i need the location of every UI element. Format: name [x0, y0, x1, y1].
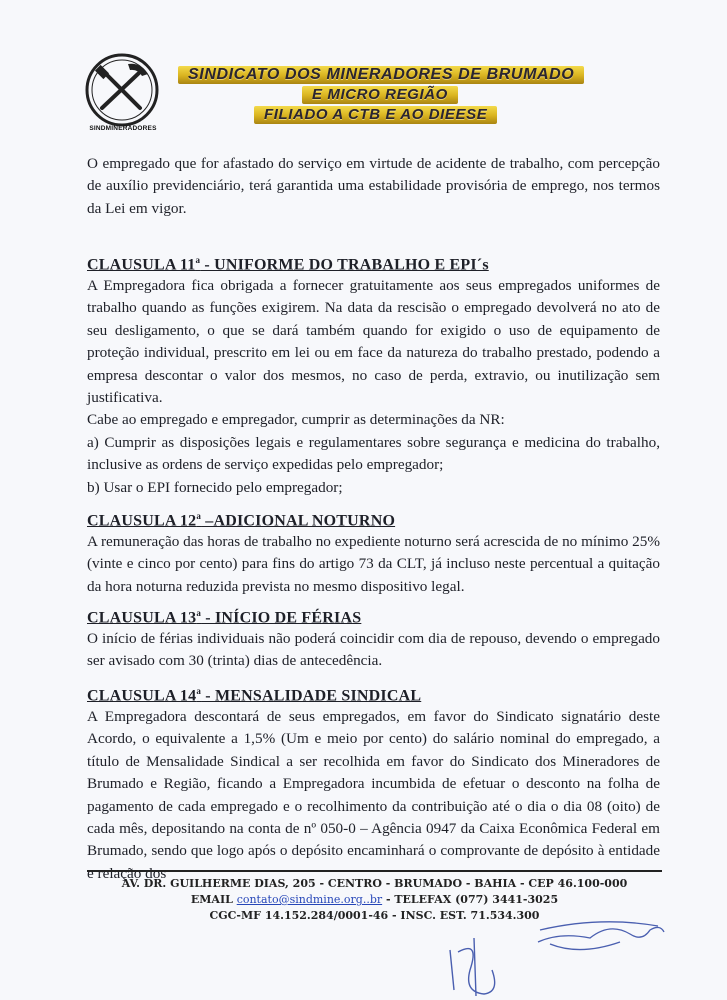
clause-13-paragraph: O início de férias individuais não poderá coincidir com dia de repouso, devendo o empregado ser avisado com 30 (trinta) dias de antecedência. — [87, 630, 660, 670]
email-link[interactable]: contato@sindmine.org..br — [236, 893, 383, 906]
intro-paragraph — [87, 153, 660, 220]
footer-registry: CGC-MF 14.152.284/0001-46 - INSC. EST. 71.534.300 — [209, 909, 540, 922]
clause-11-heading: CLAUSULA 11$^a$ - UNIFORME DO TRABALHO E EPI´s — [87, 255, 489, 274]
clause-12-heading: CLAUSULA 12$^a$ –ADICIONAL NOTURNO — [87, 511, 396, 530]
clause-11-item-a: a) Cumprir as disposições legais e regulamentares sobre segurança e medicina do trabalho, inclusive as ordens de serviço expedidas pelo empregador; — [87, 433, 660, 474]
banner-line-1: SINDICATO DOS MINERADORES DE BRUMADO — [178, 66, 584, 84]
clause-13-body — [87, 628, 660, 673]
handwritten-signature-1 — [440, 930, 510, 998]
footer-contact: EMAIL contato@sindmine.org..br - TELEFAX (077) 3441-3025 — [190, 893, 559, 906]
logo-caption: SINDMINERADORES — [89, 125, 157, 132]
footer-address: AV. DR. GUILHERME DIAS, 205 - CENTRO - BRUMADO - BAHIA - CEP 46.100-000 — [121, 877, 628, 890]
clause-11-body — [87, 275, 660, 499]
clause-12-body — [87, 531, 660, 598]
handwritten-signature-2 — [530, 912, 670, 962]
union-logo — [84, 52, 160, 128]
intro-text: O empregado que for afastado do serviço em virtude de acidente de trabalho, com percepção de auxílio previdenciário, terá garantida uma estabilidade provisória de emprego, nos termos da Lei em vigor. — [87, 155, 660, 217]
clause-14-heading: CLAUSULA 14$^a$ - MENSALIDADE SINDICAL — [87, 686, 422, 705]
clause-11-nr-intro: Cabe ao empregado e empregador, cumprir as determinações da NR: — [87, 411, 505, 429]
clause-11-item-b: b) Usar o EPI fornecido pelo empregador; — [87, 478, 343, 496]
clause-12-paragraph: A remuneração das horas de trabalho no expediente noturno será acrescida de no mínimo 25% (vinte e cinco por cento) para fins do artigo 73 da CLT, já incluso neste percentual a quitação da hora noturna reduzida prevista no mesmo dispositivo legal. — [87, 533, 660, 595]
clause-11-paragraph: A Empregadora fica obrigada a fornecer gratuitamente aos seus empregados uniformes de trabalho quando as funções exigirem. Na data da rescisão o empregado devolverá no ato de seu desligamento, o que se dará também quando for exigido o uso de equipamento de proteção individual, prescrito em lei ou em face da natureza do trabalho prestado, podendo a empresa descontar o valor dos mesmos, no caso de perda, extravio, ou inutilização sem justificativa. — [87, 277, 660, 407]
footer-divider — [87, 870, 662, 872]
clause-14-paragraph: A Empregadora descontará de seus empregados, em favor do Sindicato signatário deste Acordo, o equivalente a 1,5% (Um e meio por cento) do salário nominal do empregado, a título de Mensalidade Sindical a ser recolhida em favor do Sindicato dos Mineradores de Brumado e Região, ficando a Empregadora incumbida de efetuar o desconto na folha de pagamento de cada empregado e o recolhimento da contribuição até o dia o dia 08 (oito) de cada mês, depositando na conta de nº 050-0 – Agência 0947 da Caixa Econômica Federal em Brumado, sendo que logo após o depósito encaminhará o comprovante de depósito à entidade e relação dos — [87, 708, 660, 882]
clause-13-heading: CLAUSULA 13$^a$ - INÍCIO DE FÉRIAS — [87, 608, 362, 627]
banner-line-3: FILIADO A CTB E AO DIEESE — [254, 106, 497, 124]
banner-line-2: E MICRO REGIÃO — [302, 86, 458, 104]
clause-14-body — [87, 706, 660, 885]
